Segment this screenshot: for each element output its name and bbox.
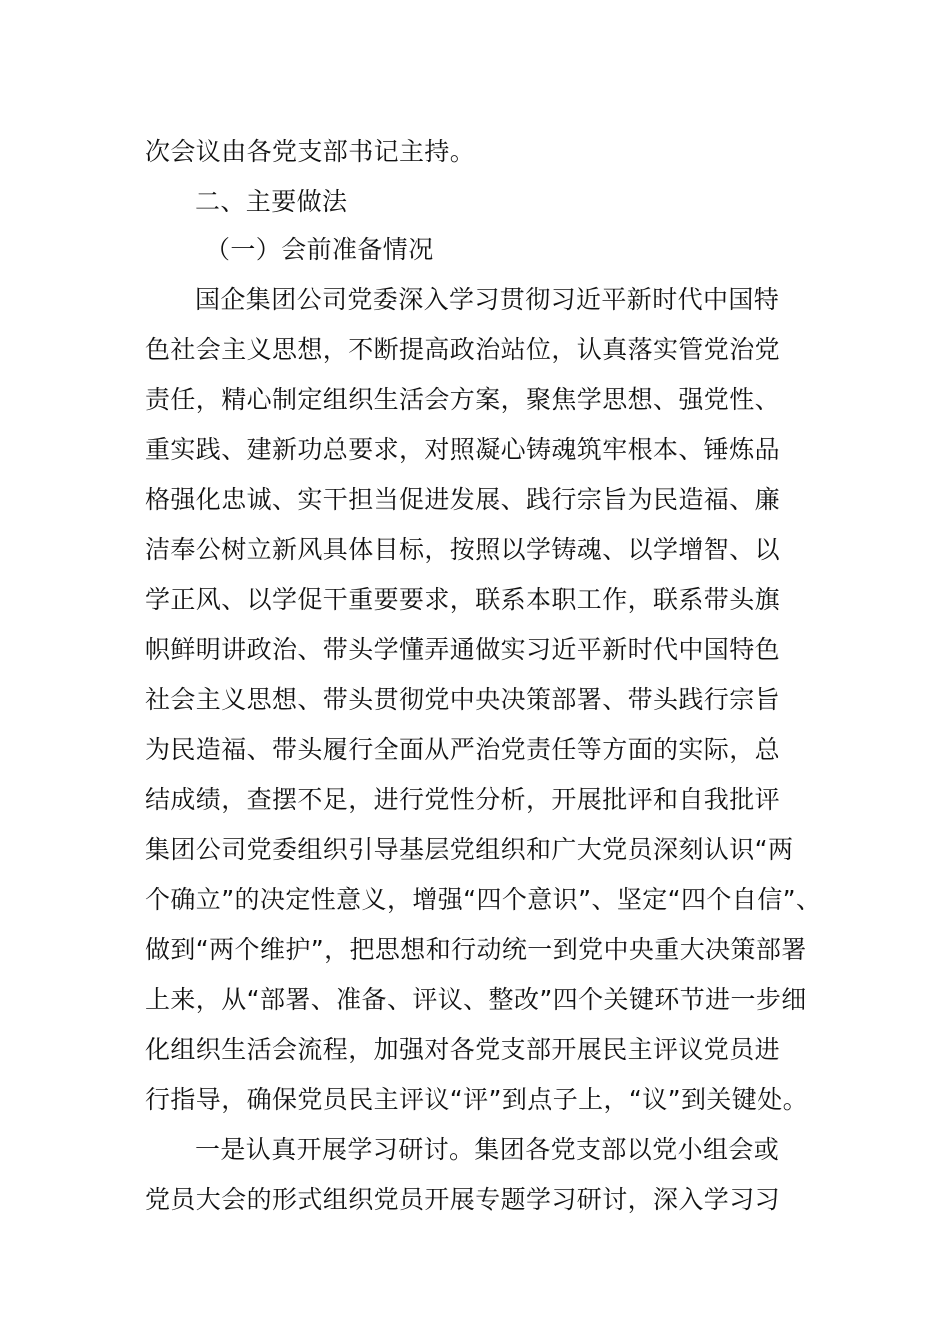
text-line: 格强化忠诚、实干担当促进发展、践行宗旨为民造福、廉 [145, 485, 781, 514]
subsection-heading: （一）会前准备情况 [205, 235, 434, 264]
text-line: 结成绩，查摆不足，进行党性分析，开展批评和自我批评 [145, 785, 781, 814]
text-line: 化组织生活会流程，加强对各党支部开展民主评议党员进 [145, 1035, 781, 1064]
text-line: 责任，精心制定组织生活会方案，聚焦学思想、强党性、 [145, 385, 781, 414]
text-line: 洁奉公树立新风具体目标，按照以学铸魂、以学增智、以 [145, 535, 781, 564]
text-line: 个确立”的决定性意义，增强“四个意识”、坚定“四个自信”、 [145, 885, 822, 914]
text-line: 重实践、建新功总要求，对照凝心铸魂筑牢根本、锤炼品 [145, 435, 781, 464]
text-line: 社会主义思想、带头贯彻党中央决策部署、带头践行宗旨 [145, 685, 781, 714]
text-line: 党员大会的形式组织党员开展专题学习研讨，深入学习习 [145, 1185, 781, 1214]
text-line: 为民造福、带头履行全面从严治党责任等方面的实际，总 [145, 735, 781, 764]
section-heading: 二、主要做法 [195, 187, 348, 216]
text-line: 学正风、以学促干重要要求，联系本职工作，联系带头旗 [145, 585, 781, 614]
text-line: 色社会主义思想，不断提高政治站位，认真落实管党治党 [145, 335, 781, 364]
text-line: 国企集团公司党委深入学习贯彻习近平新时代中国特 [195, 285, 780, 314]
text-line: 帜鲜明讲政治、带头学懂弄通做实习近平新时代中国特色 [145, 635, 781, 664]
text-line: 一是认真开展学习研讨。集团各党支部以党小组会或 [195, 1135, 780, 1164]
text-line: 做到“两个维护”，把思想和行动统一到党中央重大决策部署 [145, 935, 807, 964]
text-line: 次会议由各党支部书记主持。 [145, 137, 476, 166]
text-line: 上来，从“部署、准备、评议、整改”四个关键环节进一步细 [145, 985, 807, 1014]
text-line: 集团公司党委组织引导基层党组织和广大党员深刻认识“两 [145, 835, 794, 864]
text-line: 行指导，确保党员民主评议“评”到点子上，“议”到关键处。 [145, 1085, 809, 1114]
